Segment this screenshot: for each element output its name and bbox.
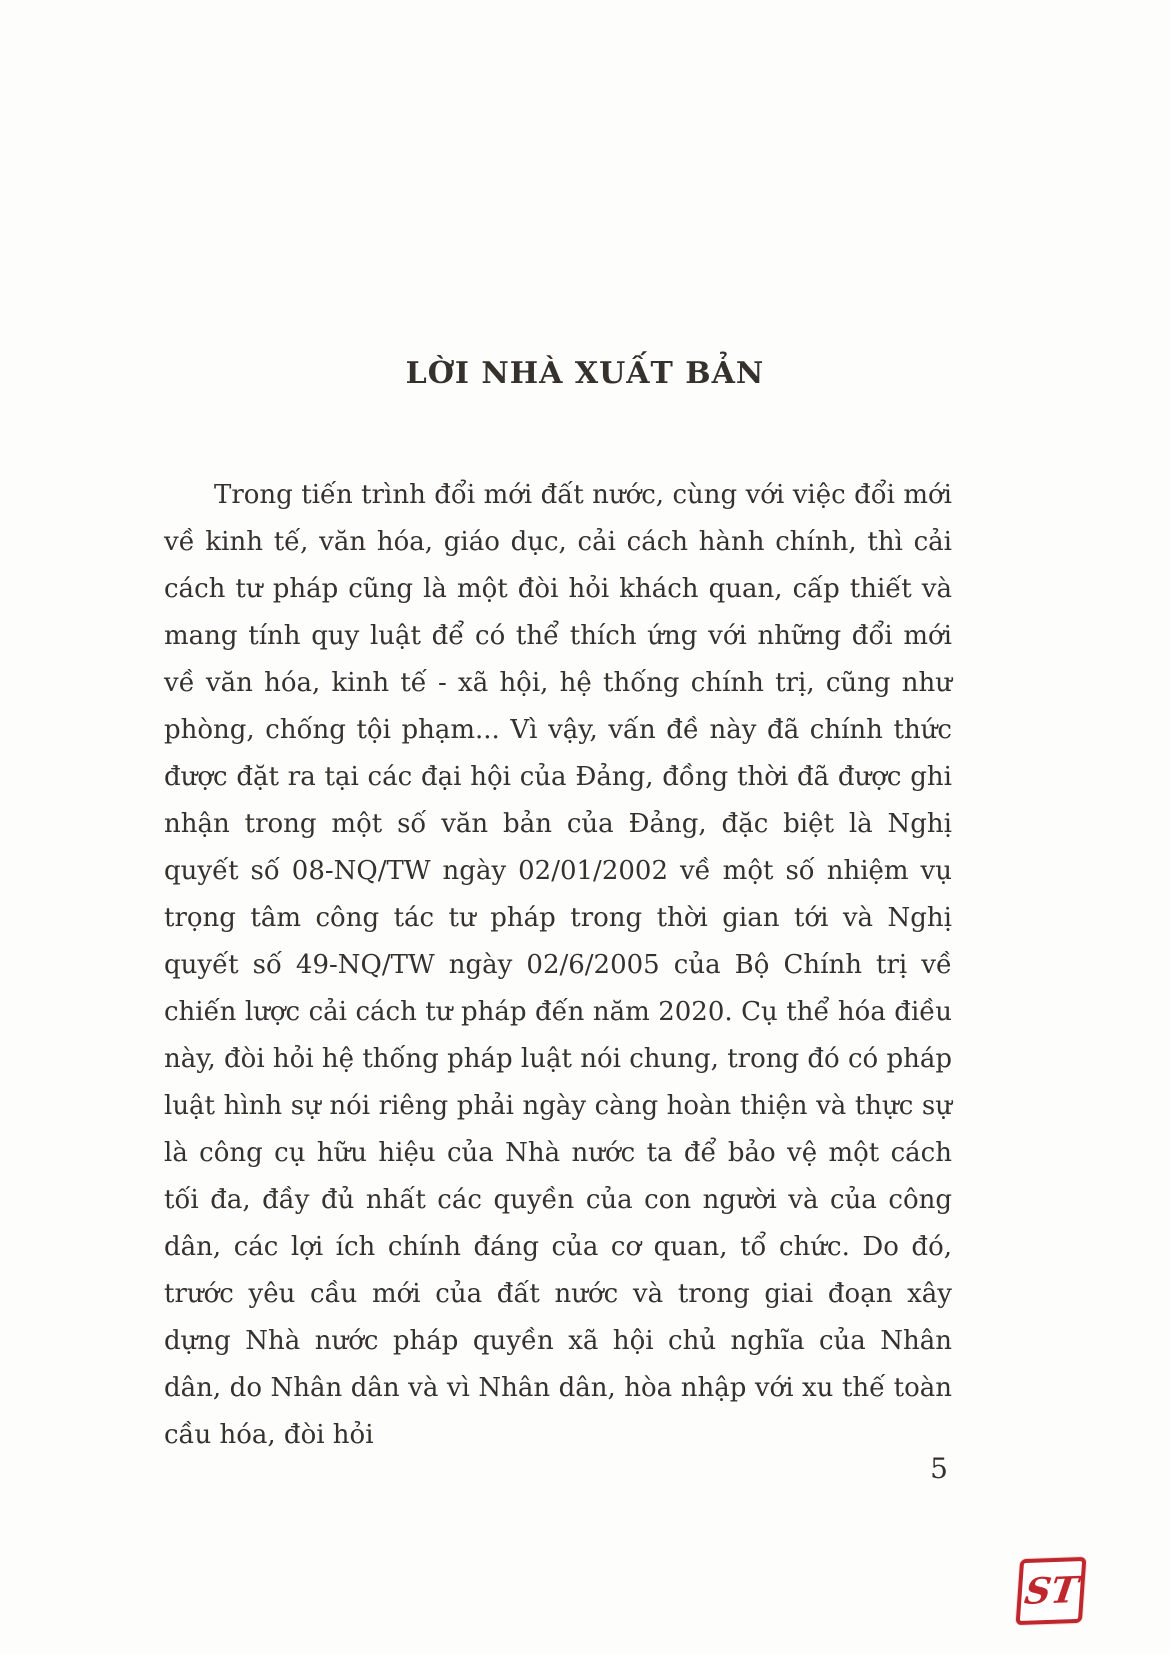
- publisher-logo-text: ST: [1021, 1569, 1081, 1613]
- publisher-logo-st: [1016, 1557, 1087, 1625]
- page-title: LỜI NHÀ XUẤT BẢN: [405, 356, 765, 391]
- body-paragraph: Trong tiến trình đổi mới đất nước, cùng với việc đổi mới về kinh tế, văn hóa, giáo dục, cải cách hành chính, thì cải cách tư pháp cũng là một đòi hỏi khách quan, cấp thiết và mang tính quy luật để có thể thích ứng với những đổi mới về văn hóa, kinh tế - xã hội, hệ thống chính trị, cũng như phòng, chống tội phạm... Vì vậy, vấn đề này đã chính thức được đặt ra tại các đại hội của Đảng, đồng thời đã được ghi nhận trong một số văn bản của Đảng, đặc biệt là Nghị quyết số 08-NQ/TW ngày 02/01/2002 về một số nhiệm vụ trọng tâm công tác tư pháp trong thời gian tới và Nghị quyết số 49-NQ/TW ngày 02/6/2005 của Bộ Chính trị về chiến lược cải cách tư pháp đến năm 2020. Cụ thể hóa điều này, đòi hỏi hệ thống pháp luật nói chung, trong đó có pháp luật hình sự nói riêng phải ngày càng hoàn thiện và thực sự là công cụ hữu hiệu của Nhà nước ta để bảo vệ một cách tối đa, đầy đủ nhất các quyền của con người và của công dân, các lợi ích chính đáng của cơ quan, tổ chức. Do đó, trước yêu cầu mới của đất nước và trong giai đoạn xây dựng Nhà nước pháp quyền xã hội chủ nghĩa của Nhân dân, do Nhân dân và vì Nhân dân, hòa nhập với xu thế toàn cầu hóa, đòi hỏi: [164, 480, 952, 1450]
- page-number: 5: [930, 1452, 948, 1485]
